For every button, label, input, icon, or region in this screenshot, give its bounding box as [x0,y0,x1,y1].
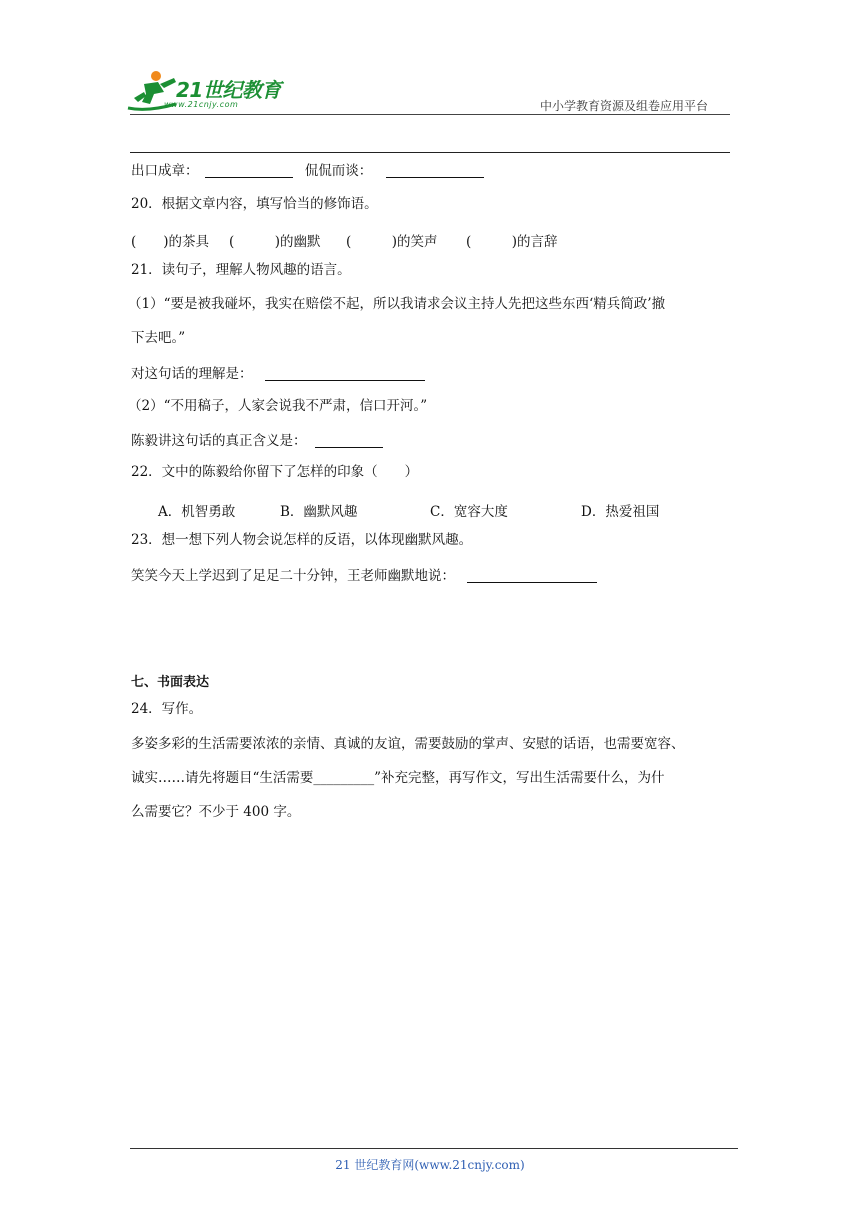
q24-prompt-line2: 诚实……请先将题目“生活需要_________”补充完整，再写作文，写出生活需要什么，为什 [131,770,665,786]
q23-blank[interactable] [467,568,597,583]
q19-answer-line [131,163,484,179]
q21-question: 21．读句子，理解人物风趣的语言。 [131,262,351,278]
content-top-divider [130,152,730,153]
q21-part1-answer [131,366,425,382]
q19-label-b: 侃侃而谈： [304,163,373,179]
footer-link[interactable]: 21 世纪教育网(www.21cnjy.com) [335,1158,525,1172]
q20-question: 20．根据文章内容，填写恰当的修饰语。 [131,196,378,212]
footer-divider [130,1148,738,1149]
q21-part2-answer [131,433,383,449]
q24-prompt-line3: 么需要它？不少于 400 字。 [131,804,301,820]
q19-blank-b[interactable] [386,163,484,178]
q24-prompt-line1: 多姿多彩的生活需要浓浓的亲情、真诚的友谊，需要鼓励的掌声、安慰的话语，也需要宽容、 [131,736,685,752]
q21-part1-line1: （1）“要是被我碰坏，我实在赔偿不起，所以我请求会议主持人先把这些东西‘精兵简政’撤 [128,296,666,312]
q23-answer [131,568,597,584]
q21-part1-answer-label: 对这句话的理解是： [131,366,253,382]
logo-url: www.21cnjy.com [164,100,239,109]
q22-option-d[interactable]: D．热爱祖国 [581,504,660,520]
q20-item-laughter[interactable]: ( )的笑声 [346,234,438,250]
q19-label-a: 出口成章： [131,163,199,179]
q21-part2-blank[interactable] [315,433,383,448]
q22-option-b[interactable]: B．幽默风趣 [280,504,358,520]
q20-item-humor[interactable]: ( )的幽默 [229,234,321,250]
q19-blank-a[interactable] [205,163,293,178]
q22-question: 22．文中的陈毅给你留下了怎样的印象（ ） [131,464,419,480]
header-divider [130,114,730,115]
header-tagline: 中小学教育资源及组卷应用平台 [540,99,709,113]
q23-prompt: 笑笑今天上学迟到了足足二十分钟，王老师幽默地说： [131,568,455,584]
q20-item-tea-set[interactable]: ( )的茶具 [131,234,210,250]
q21-part1-line2: 下去吧。” [131,330,186,346]
q21-part2: （2）“不用稿子，人家会说我不严肃，信口开河。” [128,398,428,414]
logo [124,68,294,116]
q21-part2-answer-label: 陈毅讲这句话的真正含义是： [131,433,307,449]
q20-item-words[interactable]: ( )的言辞 [466,234,558,250]
q23-question: 23．想一想下列人物会说怎样的反语，以体现幽默风趣。 [131,532,473,548]
q22-option-a[interactable]: A．机智勇敢 [158,504,236,520]
section-7-title: 七、书面表达 [131,675,210,690]
logo-text: 21世纪教育 [176,78,281,102]
q22-option-c[interactable]: C．宽容大度 [430,504,508,520]
q21-part1-blank[interactable] [265,366,425,381]
q24-question: 24．写作。 [131,701,203,717]
